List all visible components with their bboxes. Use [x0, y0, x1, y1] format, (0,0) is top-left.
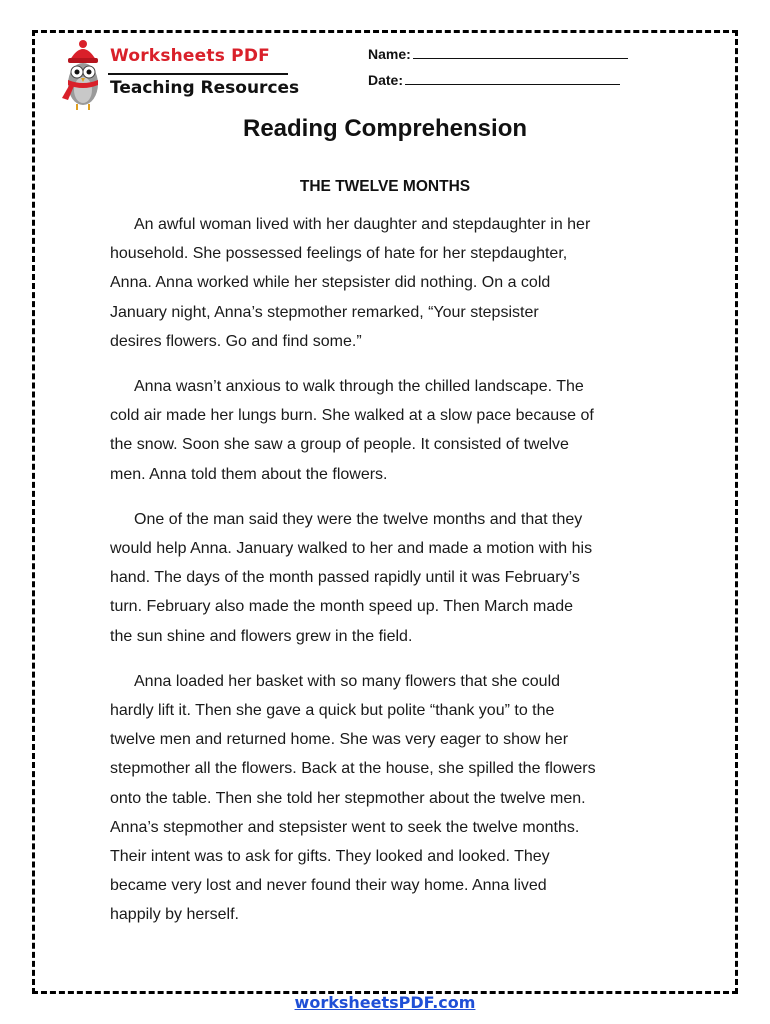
text-line: Anna loaded her basket with so many flowers that she could: [134, 672, 561, 690]
brand-tagline: Teaching Resources: [110, 78, 300, 98]
name-blank-line[interactable]: [413, 44, 628, 59]
name-field[interactable]: [368, 44, 628, 70]
paragraph: [110, 505, 670, 651]
text-line: January night, Anna’s stepmother remarked, “Your stepsister: [110, 303, 539, 321]
brand-name: Worksheets PDF: [110, 46, 270, 66]
date-field[interactable]: [368, 70, 628, 96]
paragraph: [110, 667, 670, 930]
text-line: the snow. Soon she saw a group of people. It consisted of twelve: [110, 436, 569, 454]
text-line: twelve men and returned home. She was very eager to show her: [110, 731, 569, 749]
text-line: Anna wasn’t anxious to walk through the chilled landscape. The: [134, 378, 584, 396]
text-line: One of the man said they were the twelve months and that they: [134, 510, 583, 528]
owl-mascot-icon: [58, 40, 108, 112]
text-line: hand. The days of the month passed rapidly until it was February’s: [110, 569, 580, 587]
text-line: An awful woman lived with her daughter and stepdaughter in her: [134, 216, 591, 233]
story-title: THE TWELVE MONTHS: [299, 178, 471, 195]
footer-website-link[interactable]: worksheetsPDF.com: [294, 993, 476, 1012]
brand-logo: [58, 40, 298, 112]
story-body: [110, 210, 670, 946]
brand-divider: [108, 73, 288, 75]
paragraph: [110, 372, 670, 489]
text-line: the sun shine and flowers grew in the field.: [110, 627, 413, 645]
name-label: Name:: [368, 46, 411, 62]
text-line: Their intent was to ask for gifts. They looked and looked. They: [110, 848, 550, 866]
date-label: Date:: [368, 72, 404, 88]
page-title: Reading Comprehension: [242, 115, 528, 142]
text-line: Anna’s stepmother and stepsister went to seek the twelve months.: [110, 818, 580, 836]
text-line: stepmother all the flowers. Back at the house, she spilled the flowers: [110, 760, 596, 778]
text-line: happily by herself.: [110, 906, 239, 924]
text-line: hardly lift it. Then she gave a quick but polite “thank you” to the: [110, 702, 555, 720]
text-line: household. She possessed feelings of hate for her stepdaughter,: [110, 245, 568, 263]
text-line: men. Anna told them about the flowers.: [110, 465, 388, 483]
text-line: Anna. Anna worked while her stepsister did nothing. On a cold: [110, 274, 551, 292]
text-line: became very lost and never found their way home. Anna lived: [110, 877, 547, 895]
text-line: turn. February also made the month speed up. Then March made: [110, 598, 574, 616]
text-line: onto the table. Then she told her stepmother about the twelve men.: [110, 789, 586, 807]
date-blank-line[interactable]: [405, 70, 620, 85]
student-info-fields: [368, 44, 628, 96]
text-line: desires flowers. Go and find some.”: [110, 332, 362, 350]
text-line: would help Anna. January walked to her and made a motion with his: [110, 540, 593, 558]
paragraph: [110, 210, 670, 356]
text-line: cold air made her lungs burn. She walked at a slow pace because of: [110, 407, 594, 425]
